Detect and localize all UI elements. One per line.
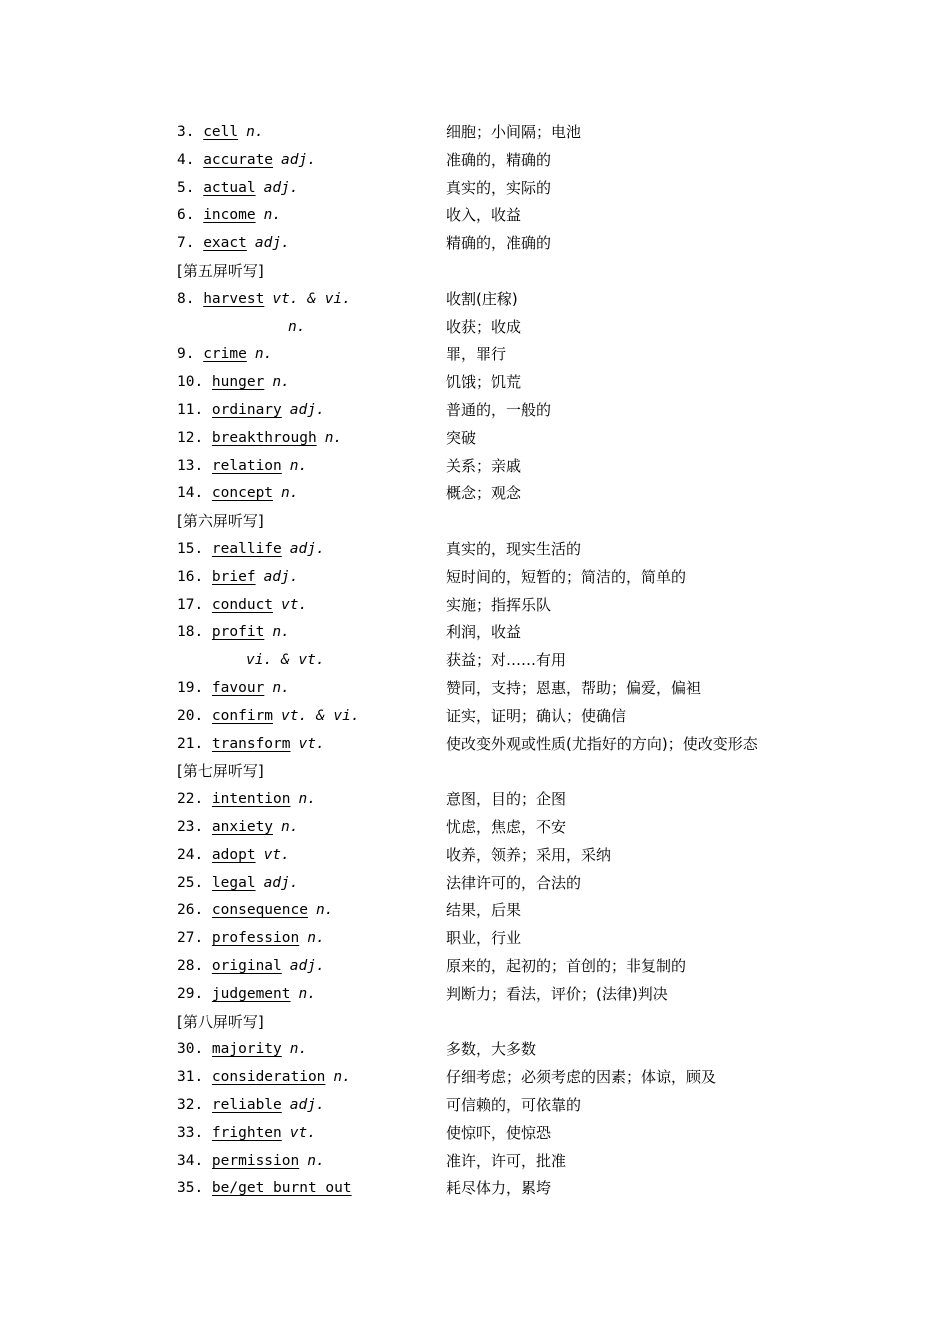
english-term: [177, 341, 272, 368]
english-term: [177, 175, 299, 202]
entry-number: 6.: [177, 207, 204, 223]
vocab-word: frighten: [211, 1125, 282, 1141]
part-of-speech: vt.: [289, 1125, 316, 1141]
chinese-meaning: 意图，目的；企图: [446, 790, 567, 808]
vocab-word: cell: [203, 124, 239, 140]
vocab-entry: [0, 1064, 950, 1091]
vocab-entry: [0, 397, 950, 424]
english-term: [177, 564, 299, 591]
english-term: [177, 675, 290, 702]
vocab-entry: [0, 731, 950, 758]
part-of-speech: n.: [298, 791, 316, 807]
vocab-entry: [0, 453, 950, 480]
english-term: [177, 703, 360, 730]
vocab-entry: [0, 953, 950, 980]
entry-number: 25.: [177, 875, 212, 891]
entry-number: 22.: [177, 791, 212, 807]
vocab-entry: [0, 870, 950, 897]
chinese-meaning: 职业，行业: [446, 929, 522, 947]
chinese-meaning: 真实的，实际的: [446, 179, 552, 197]
chinese-meaning: 精确的，准确的: [446, 234, 552, 252]
vocab-word: reliable: [211, 1097, 282, 1113]
entry-number: 10.: [177, 374, 212, 390]
vocab-entry: [0, 981, 950, 1008]
vocab-word: harvest: [203, 291, 265, 307]
english-term: [177, 453, 307, 480]
part-of-speech: adj.: [263, 569, 299, 585]
vocab-entry: [0, 619, 950, 646]
entry-number: 29.: [177, 986, 212, 1002]
part-of-speech: n.: [307, 1153, 325, 1169]
vocab-word: majority: [211, 1041, 282, 1057]
chinese-meaning: 真实的，现实生活的: [446, 540, 582, 558]
english-term: [177, 842, 290, 869]
vocab-entry: [0, 314, 950, 341]
chinese-meaning: 证实，证明；确认；使确信: [446, 707, 627, 725]
vocab-word: adopt: [211, 847, 256, 863]
vocab-entry: [0, 703, 950, 730]
english-term: [177, 592, 307, 619]
vocab-word: exact: [203, 235, 247, 251]
part-of-speech: n.: [272, 680, 290, 696]
part-of-speech: n.: [254, 346, 273, 362]
chinese-meaning: 准确的，精确的: [446, 151, 552, 169]
chinese-meaning: 实施；指挥乐队: [446, 596, 552, 614]
english-term: [288, 314, 305, 341]
vocab-entry: [0, 480, 950, 507]
vocab-entry: [0, 341, 950, 368]
english-term: [177, 286, 351, 313]
vocab-word: permission: [211, 1153, 300, 1169]
vocab-entry: [0, 286, 950, 313]
entry-number: 34.: [177, 1153, 212, 1169]
vocab-entry: [0, 175, 950, 202]
entry-number: 20.: [177, 708, 212, 724]
entry-number: 32.: [177, 1097, 212, 1113]
vocab-word: conduct: [211, 597, 274, 613]
entry-number: 23.: [177, 819, 212, 835]
entry-number: 18.: [177, 624, 212, 640]
section-heading-row: [0, 508, 950, 535]
part-of-speech: n.: [307, 930, 325, 946]
vocab-word: profession: [211, 930, 300, 946]
vocab-entry: [0, 897, 950, 924]
english-term: [177, 897, 333, 924]
vocab-entry: [0, 842, 950, 869]
vocab-entry: [0, 925, 950, 952]
chinese-meaning: 多数，大多数: [446, 1040, 537, 1058]
entry-number: 26.: [177, 902, 212, 918]
chinese-meaning: 突破: [446, 429, 477, 447]
part-of-speech: n.: [281, 819, 299, 835]
vocab-entry: [0, 675, 950, 702]
chinese-meaning: 仔细考虑；必须考虑的因素；体谅，顾及: [446, 1068, 717, 1086]
part-of-speech: adj.: [263, 875, 299, 891]
chinese-meaning: 饥饿；饥荒: [446, 373, 522, 391]
entry-number: 3.: [177, 124, 204, 140]
entry-number: 24.: [177, 847, 212, 863]
english-term: [177, 1175, 352, 1202]
chinese-meaning: 赞同，支持；恩惠，帮助；偏爱，偏袒: [446, 679, 702, 697]
english-term: [177, 953, 325, 980]
section-heading: [第六屏听写]: [177, 512, 264, 530]
entry-number: 16.: [177, 569, 212, 585]
part-of-speech: n.: [272, 624, 290, 640]
english-term: [177, 925, 325, 952]
vocab-entry: [0, 786, 950, 813]
vocab-word: legal: [211, 875, 256, 891]
vocab-word: concept: [211, 485, 274, 501]
vocab-word: income: [203, 207, 256, 223]
vocab-entry: [0, 1148, 950, 1175]
section-heading-row: [0, 1009, 950, 1036]
entry-number: 8.: [177, 291, 204, 307]
vocab-word: original: [211, 958, 282, 974]
english-term: [177, 981, 316, 1008]
part-of-speech: n.: [289, 458, 308, 474]
english-term: [177, 480, 299, 507]
vocab-entry: [0, 425, 950, 452]
section-heading-row: [0, 258, 950, 285]
vocab-entry: [0, 814, 950, 841]
chinese-meaning: 忧虑，焦虑，不安: [446, 818, 567, 836]
entry-number: 28.: [177, 958, 212, 974]
vocab-word: favour: [211, 680, 265, 696]
part-of-speech: adj.: [263, 180, 299, 196]
chinese-meaning: 短时间的，短暂的；简洁的，简单的: [446, 568, 687, 586]
chinese-meaning: 结果，后果: [446, 901, 522, 919]
entry-number: 21.: [177, 736, 212, 752]
chinese-meaning: 普通的，一般的: [446, 401, 552, 419]
chinese-meaning: 使改变外观或性质(尤指好的方向)；使改变形态: [446, 735, 758, 753]
english-term: [246, 647, 325, 674]
part-of-speech: adj.: [281, 152, 316, 168]
part-of-speech: adj.: [289, 958, 325, 974]
part-of-speech: n.: [333, 1069, 351, 1085]
vocab-word: intention: [211, 791, 291, 807]
part-of-speech: adj.: [289, 541, 325, 557]
vocab-word: accurate: [203, 152, 274, 168]
vocab-entry: [0, 147, 950, 174]
entry-number: 12.: [177, 430, 212, 446]
english-term: [177, 536, 325, 563]
vocab-entry: [0, 119, 950, 146]
vocab-word: consideration: [211, 1069, 326, 1085]
english-term: [177, 425, 342, 452]
part-of-speech: n.: [324, 430, 343, 446]
vocab-entry: [0, 1036, 950, 1063]
chinese-meaning: 获益；对……有用: [446, 651, 567, 669]
vocab-word: crime: [203, 346, 247, 362]
english-term: [177, 619, 290, 646]
english-term: [177, 202, 281, 229]
english-term: [177, 1036, 307, 1063]
chinese-meaning: 细胞；小间隔；电池: [446, 123, 582, 141]
part-of-speech: adj.: [289, 1097, 325, 1113]
entry-number: 13.: [177, 458, 212, 474]
chinese-meaning: 收入，收益: [446, 206, 522, 224]
vocab-word: be/get burnt out: [211, 1180, 352, 1196]
entry-number: 9.: [177, 346, 204, 362]
part-of-speech: n.: [298, 986, 316, 1002]
vocab-entry: [0, 1092, 950, 1119]
english-term: [177, 731, 325, 758]
part-of-speech: n.: [281, 485, 299, 501]
chinese-meaning: 耗尽体力，累垮: [446, 1179, 552, 1197]
vocab-word: breakthrough: [211, 430, 317, 446]
vocab-entry: [0, 592, 950, 619]
part-of-speech: vt. & vi.: [272, 291, 351, 307]
part-of-speech: vt.: [298, 736, 325, 752]
chinese-meaning: 法律许可的，合法的: [446, 874, 582, 892]
vocab-word: reallife: [211, 541, 282, 557]
entry-number: 35.: [177, 1180, 212, 1196]
english-term: [177, 1120, 316, 1147]
section-heading: [第八屏听写]: [177, 1013, 264, 1031]
entry-number: 27.: [177, 930, 212, 946]
vocab-entry: [0, 564, 950, 591]
entry-number: 17.: [177, 597, 212, 613]
part-of-speech: vt. & vi.: [281, 708, 360, 724]
part-of-speech: n.: [272, 374, 290, 390]
chinese-meaning: 判断力；看法，评价；(法律)判决: [446, 985, 668, 1003]
vocab-entry: [0, 1175, 950, 1202]
english-term: [177, 870, 299, 897]
chinese-meaning: 概念；观念: [446, 484, 522, 502]
vocab-word: hunger: [211, 374, 265, 390]
entry-number: 33.: [177, 1125, 212, 1141]
english-term: [177, 230, 290, 257]
vocab-word: transform: [211, 736, 291, 752]
chinese-meaning: 使惊吓，使惊恐: [446, 1124, 552, 1142]
chinese-meaning: 罪，罪行: [446, 345, 507, 363]
vocab-word: consequence: [211, 902, 308, 918]
section-heading: [第七屏听写]: [177, 762, 264, 780]
chinese-meaning: 关系；亲戚: [446, 457, 522, 475]
vocab-entry: [0, 1120, 950, 1147]
vocab-word: anxiety: [211, 819, 274, 835]
english-term: [177, 119, 264, 146]
vocab-word: brief: [211, 569, 256, 585]
vocab-word: ordinary: [211, 402, 282, 418]
english-term: [177, 814, 299, 841]
entry-number: 19.: [177, 680, 212, 696]
english-term: [177, 147, 316, 174]
entry-number: 7.: [177, 235, 204, 251]
vocab-entry: [0, 536, 950, 563]
chinese-meaning: 利润，收益: [446, 623, 522, 641]
entry-number: 31.: [177, 1069, 212, 1085]
vocab-word: profit: [211, 624, 265, 640]
part-of-speech: vt.: [281, 597, 308, 613]
vocab-word: confirm: [211, 708, 274, 724]
part-of-speech: adj.: [254, 235, 290, 251]
entry-number: 5.: [177, 180, 204, 196]
vocab-entry: [0, 647, 950, 674]
part-of-speech: adj.: [289, 402, 325, 418]
entry-number: 30.: [177, 1041, 212, 1057]
vocab-entry: [0, 230, 950, 257]
section-heading-row: [0, 758, 950, 785]
vocab-entry: [0, 369, 950, 396]
chinese-meaning: 准许，许可，批准: [446, 1152, 567, 1170]
english-term: [177, 786, 316, 813]
english-term: [177, 397, 325, 424]
vocab-word: relation: [211, 458, 282, 474]
english-term: [177, 1064, 351, 1091]
part-of-speech: n.: [288, 319, 306, 335]
section-heading: [第五屏听写]: [177, 262, 264, 280]
part-of-speech: n.: [246, 124, 264, 140]
entry-number: 11.: [177, 402, 212, 418]
chinese-meaning: 收获；收成: [446, 318, 522, 336]
english-term: [177, 1092, 325, 1119]
entry-number: 14.: [177, 485, 212, 501]
entry-number: 4.: [177, 152, 204, 168]
vocab-word: judgement: [211, 986, 291, 1002]
entry-number: 15.: [177, 541, 212, 557]
vocab-word: actual: [203, 180, 256, 196]
english-term: [177, 1148, 325, 1175]
part-of-speech: n.: [263, 207, 282, 223]
chinese-meaning: 收割(庄稼): [446, 290, 518, 308]
chinese-meaning: 可信赖的，可依靠的: [446, 1096, 582, 1114]
part-of-speech: vt.: [263, 847, 290, 863]
english-term: [177, 369, 290, 396]
chinese-meaning: 收养，领养；采用，采纳: [446, 846, 612, 864]
part-of-speech: n.: [315, 902, 334, 918]
part-of-speech: n.: [289, 1041, 308, 1057]
vocab-entry: [0, 202, 950, 229]
part-of-speech: vi. & vt.: [246, 652, 325, 668]
chinese-meaning: 原来的，起初的；首创的；非复制的: [446, 957, 687, 975]
